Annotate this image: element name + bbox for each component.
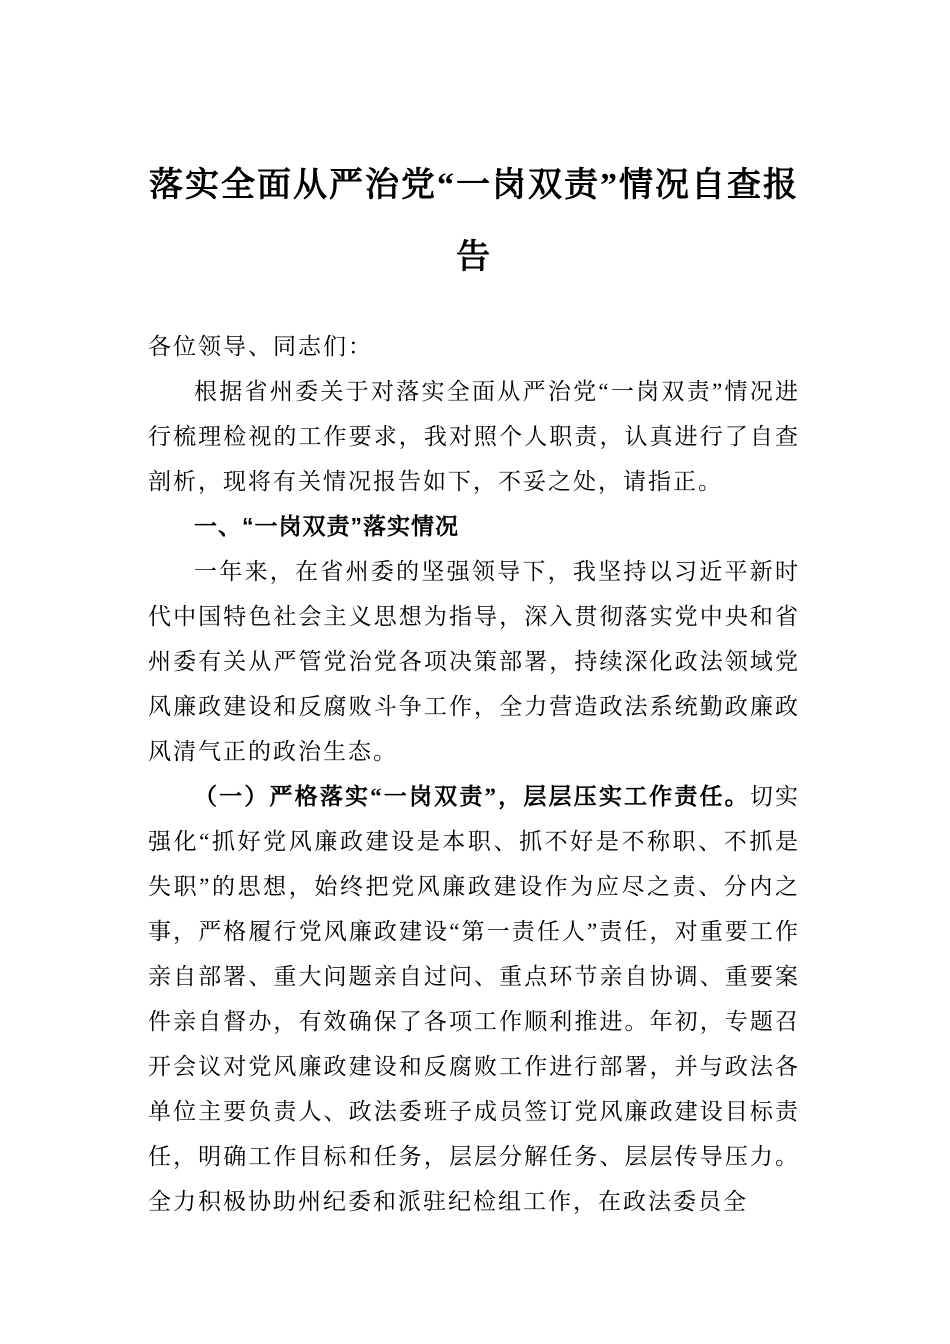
document-body [148, 324, 800, 1224]
paragraph-section1-overview: 一年来，在省州委的坚强领导下，我坚持以习近平新时代中国特色社会主义思想为指导，深入贯彻落实党中央和省州委有关从严管党治党各项决策部署，持续深化政法领域党风廉政建设和反腐败斗争工作，全力营造政法系统勤政廉政风清气正的政治生态。 [148, 559, 800, 764]
paragraph-sub1-lead: （一）严格落实“一岗双责”，层层压实工作责任。 [194, 784, 750, 809]
section-1-heading: 一、“一岗双责”落实情况 [194, 513, 459, 539]
salutation: 各位领导、同志们： [148, 334, 373, 359]
paragraph-intro: 根据省州委关于对落实全面从严治党“一岗双责”情况进行梳理检视的工作要求，我对照个人职责，认真进行了自查剖析，现将有关情况报告如下，不妥之处，请指正。 [148, 379, 800, 494]
paragraph-sub1-body: 切实强化“抓好党风廉政建设是本职、抓不好是不称职、不抓是失职”的思想，始终把党风廉政建设作为应尽之责、分内之事，严格履行党风廉政建设“第一责任人”责任，对重要工作亲自部署、重大问题亲自过问、重点环节亲自协调、重要案件亲自督办，有效确保了各项工作顺利推进。年初，专题召开会议对党风廉政建设和反腐败工作进行部署，并与政法各单位主要负责人、政法委班子成员签订党风廉政建设目标责任，明确工作目标和任务，层层分解任务、层层传导压力。全力积极协助州纪委和派驻纪检组工作，在政法委员全 [148, 784, 801, 1214]
paragraph-sub1 [148, 774, 800, 1224]
document-title: 落实全面从严治党“一岗双责”情况自查报告 [149, 167, 799, 276]
